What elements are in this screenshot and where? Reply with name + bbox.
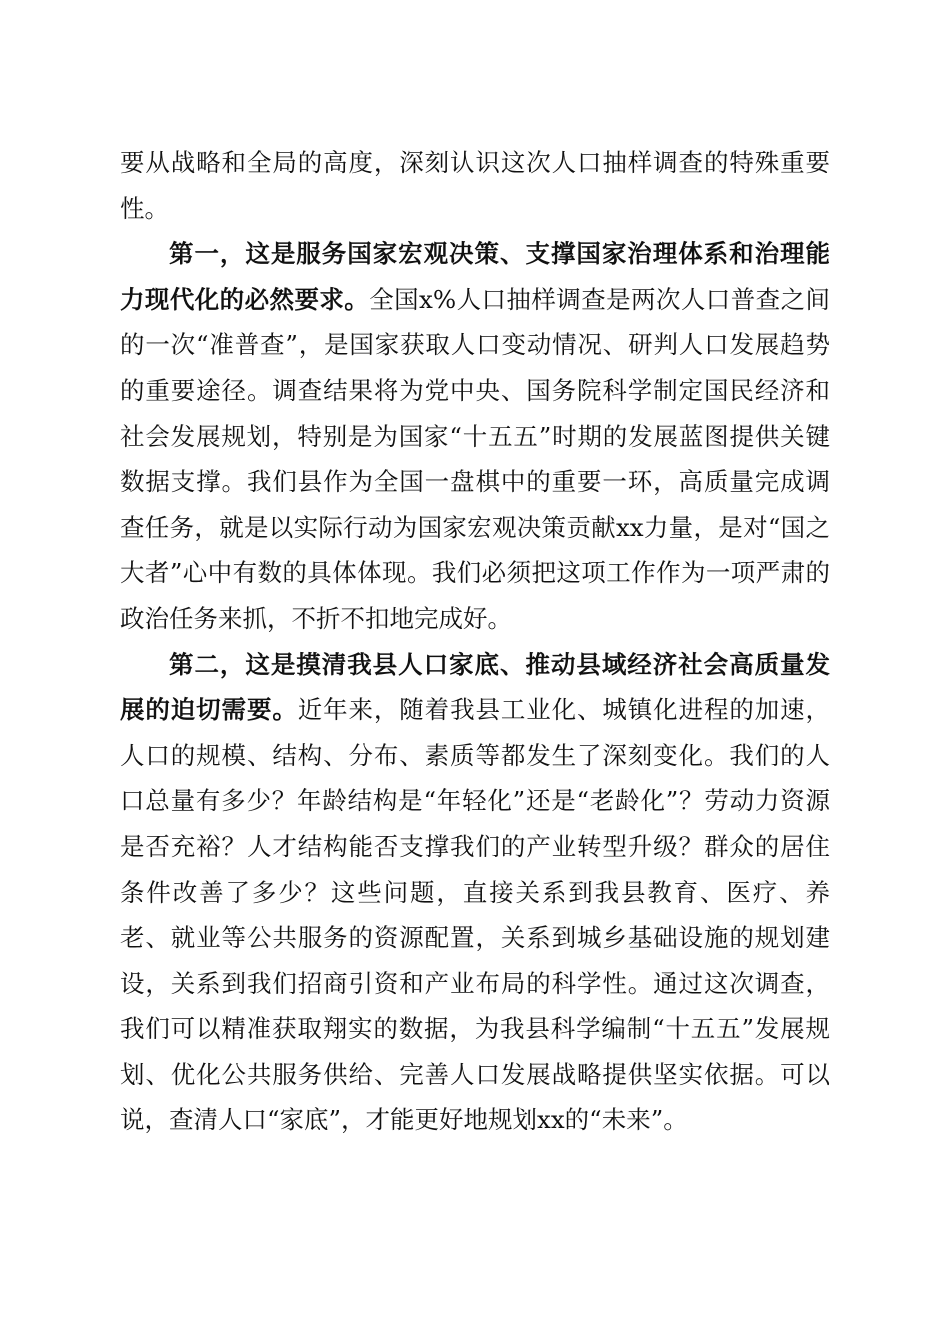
paragraph-intro-continuation (120, 140, 830, 231)
paragraph-text: 要从战略和全局的高度，深刻认识这次人口抽样调查的特殊重要性。 (120, 148, 830, 223)
document-body (120, 140, 830, 1143)
paragraph-lead-first: 第一，这是服务国家宏观决策、支撑国家治理体系和治理能力现代化的必然要求。 (120, 239, 830, 314)
paragraph-text: 全国x%人口抽样调查是两次人口普查之间的一次“准普查”，是国家获取人口变动情况、研判人口发展趋势的重要途径。调查结果将为党中央、国务院科学制定国民经济和社会发展规划，特别是为国家“十五五”时期的发展蓝图提供关键数据支撑。我们县作为全国一盘棋中的重要一环，高质量完成调查任务，就是以实际行动为国家宏观决策贡献xx力量，是对“国之大者”心中有数的具体体现。我们必须把这项工作作为一项严肃的政治任务来抓，不折不扣地完成好。 (120, 284, 830, 633)
paragraph-text: 近年来，随着我县工业化、城镇化进程的加速，人口的规模、结构、分布、素质等都发生了深刻变化。我们的人口总量有多少？年龄结构是“年轻化”还是“老龄化”？劳动力资源是否充裕？人才结构能否支撑我们的产业转型升级？群众的居住条件改善了多少？这些问题，直接关系到我县教育、医疗、养老、就业等公共服务的资源配置，关系到城乡基础设施的规划建设，关系到我们招商引资和产业布局的科学性。通过这次调查，我们可以精准获取翔实的数据，为我县科学编制“十五五”发展规划、优化公共服务供给、完善人口发展战略提供坚实依据。可以说，查清人口“家底”，才能更好地规划xx的“未来”。 (120, 695, 831, 1135)
paragraph-lead-second: 第二，这是摸清我县人口家底、推动县域经济社会高质量发展的迫切需要。 (120, 649, 830, 725)
paragraph-second-point (120, 642, 830, 1144)
paragraph-first-point (120, 231, 830, 641)
